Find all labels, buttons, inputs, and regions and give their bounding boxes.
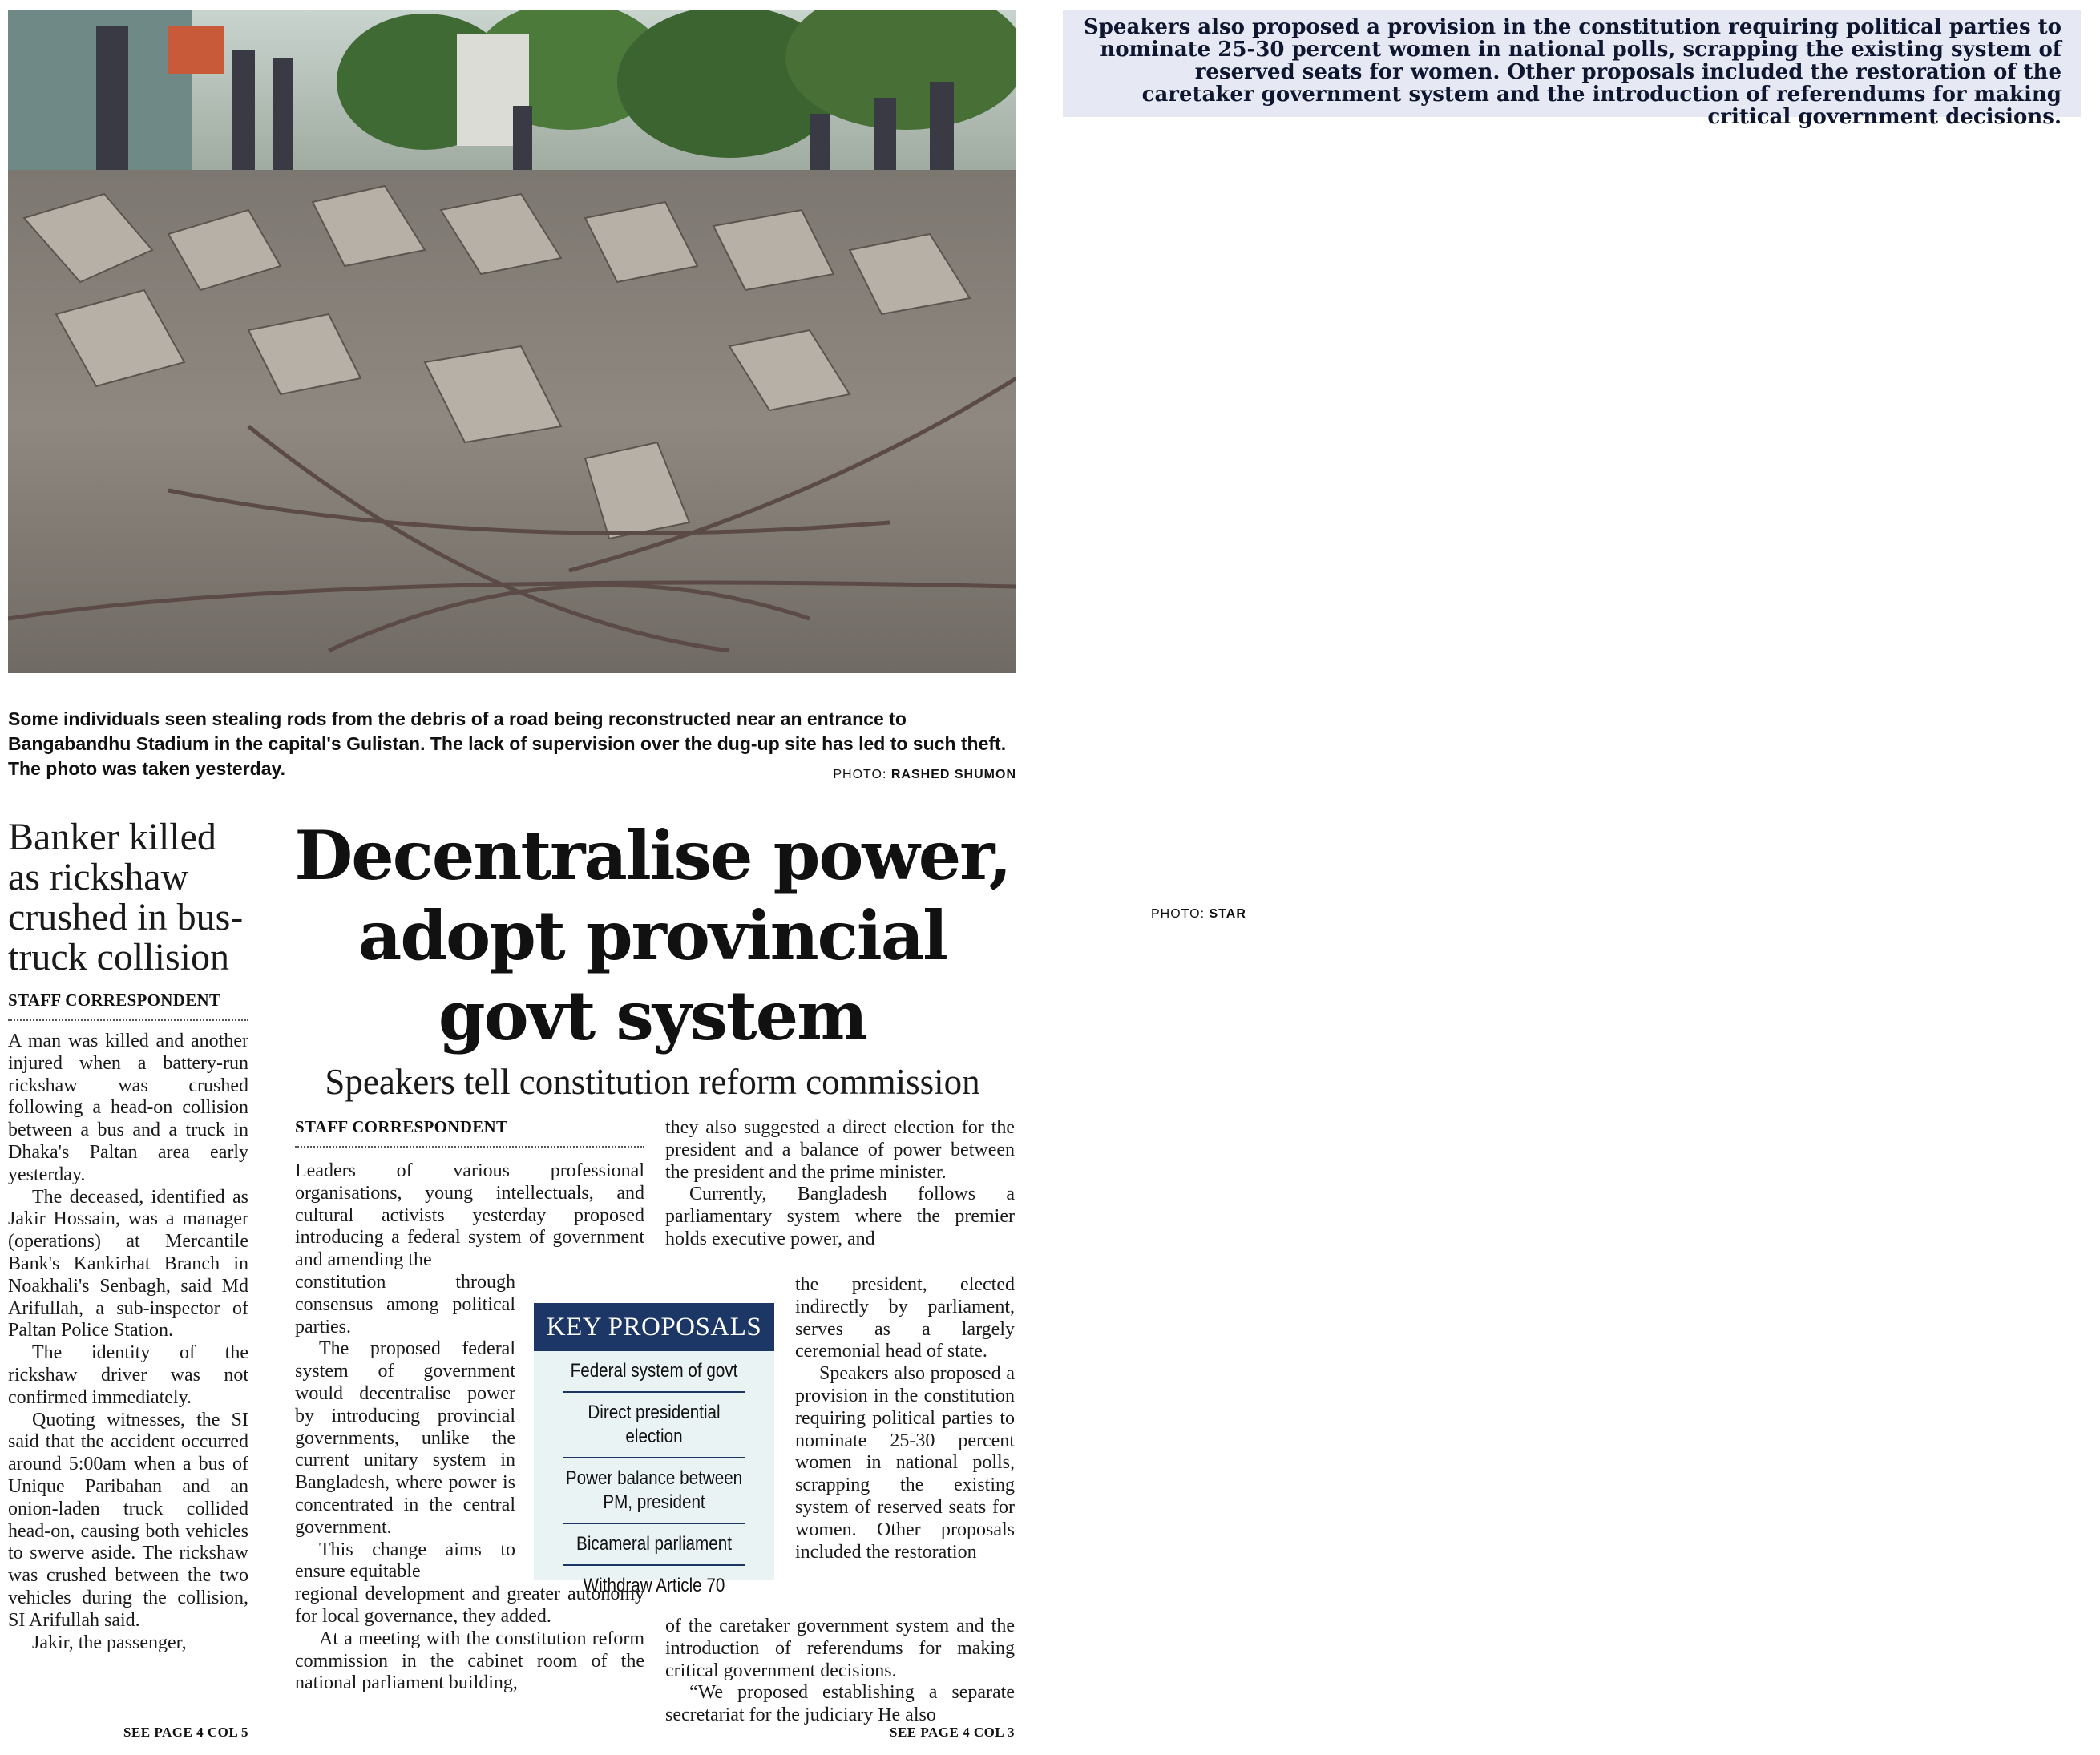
main-story-paragraph: regional development and greater autonomy for local governance, they added. xyxy=(295,1584,644,1627)
left-story-jump-link[interactable]: SEE PAGE 4 COL 5 xyxy=(123,1725,248,1740)
left-story-paragraph: A man was killed and another injured when a battery-run rickshaw was crushed following a head-on collision between a bus and a truck in Dhaka's Paltan area early yesterday. xyxy=(8,1031,248,1185)
main-story-paragraph: the president, elected indirectly by parliament, serves as a largely ceremonial head of state. xyxy=(795,1274,1015,1362)
road-debris-illustration xyxy=(8,10,1016,673)
left-story-paragraph: Jakir, the passenger, xyxy=(32,1632,187,1653)
key-proposal-item: Federal system of govt xyxy=(563,1351,745,1393)
main-byline-divider xyxy=(295,1146,644,1148)
main-story-paragraph: Leaders of various professional organisations, young intellectuals, and cultural activists yesterday proposed introducing a federal system of government and amending the xyxy=(295,1160,644,1271)
left-story-paragraph: Quoting witnesses, the SI said that the accident occurred around 5:00am when a bus of Unique Paribahan and an onion-laden truck collided head-on, causing both vehicles to swerve aside. The rickshaw was crushed between the two vehicles during the collision, SI Arifullah said. xyxy=(8,1409,248,1631)
main-story-deck: Speakers tell constitution reform commission xyxy=(325,1062,980,1102)
main-story-paragraph: The proposed federal system of government would decentralise power by introducing provincial governments, unlike the current unitary system in Bangladesh, where power is concentrated in the central government. xyxy=(295,1338,515,1538)
left-story-body xyxy=(8,1031,248,1721)
main-story-byline: STAFF CORRESPONDENT xyxy=(295,1117,508,1136)
main-story-paragraph: This change aims to ensure equitable xyxy=(295,1539,515,1583)
main-story-paragraph: constitution through consensus among political parties. xyxy=(295,1271,515,1337)
main-story-paragraph: Currently, Bangladesh follows a parliamentary system where the premier holds executive power, and xyxy=(665,1184,1015,1249)
main-story-paragraph: At a meeting with the constitution reform commission in the cabinet room of the national parliament building, xyxy=(295,1628,644,1694)
left-byline-divider xyxy=(8,1019,248,1021)
main-story-column-2-middle xyxy=(795,1274,1015,1627)
main-story-paragraph: Speakers also proposed a provision in the constitution requiring political parties to nominate 25-30 percent women in national polls, scrapping the existing system of reserved seats for women. Other proposals included the restoration xyxy=(795,1363,1015,1563)
key-proposals-title: KEY PROPOSALS xyxy=(534,1303,774,1351)
key-proposal-item: Bicameral parliament xyxy=(563,1524,745,1566)
key-proposals-box xyxy=(534,1303,774,1596)
main-story-column-2-bottom xyxy=(665,1616,1015,1737)
main-story-column-2-top xyxy=(665,1117,1015,1269)
star-credit-label: PHOTO: xyxy=(1151,907,1205,921)
main-story-paragraph: of the caretaker government system and the introduction of referendums for making critical government decisions. xyxy=(665,1616,1015,1681)
pull-quote-text: Speakers also proposed a provision in the constitution requiring political parties to nominate 25-30 percent women in national polls, scrapping the existing system of reserved seats for women. Other proposals included the restoration of the caretaker government system and the introduction of referendums for making critical government decisions. xyxy=(1083,15,2062,129)
key-proposal-item: Power balance between PM, president xyxy=(563,1458,745,1524)
star-photo-credit xyxy=(1151,907,1246,922)
photo-credit-label: PHOTO: xyxy=(833,768,887,781)
main-story-paragraph: “We proposed establishing a separate secretariat for the judiciary He also xyxy=(665,1682,1015,1726)
main-story-headline: Decentralise power, adopt provincial govt system xyxy=(294,816,1011,1055)
photo-credit-name: RASHED SHUMON xyxy=(890,768,1016,781)
left-story-headline: Banker killed as rickshaw crushed in bus-truck collision xyxy=(8,816,244,978)
left-story-paragraph: The identity of the rickshaw driver was not confirmed immediately. xyxy=(8,1342,248,1408)
pull-quote-box xyxy=(1063,10,2081,129)
key-proposal-item: Withdraw Article 70 xyxy=(583,1575,725,1596)
photo-credit xyxy=(816,768,1016,782)
left-story-byline: STAFF CORRESPONDENT xyxy=(8,990,221,1010)
main-story-jump-link[interactable]: SEE PAGE 4 COL 3 xyxy=(890,1725,1015,1740)
main-story-paragraph: they also suggested a direct election for the president and a balance of power between the president and the prime minister. xyxy=(665,1117,1015,1183)
key-proposals-list xyxy=(548,1351,760,1606)
star-credit-name: STAR xyxy=(1209,907,1246,921)
key-proposal-item: Direct presidential election xyxy=(563,1393,745,1458)
photo-caption-text: Some individuals seen stealing rods from the debris of a road being reconstructed near an entrance to Bangabandhu Stadium in the capital's Gulistan. The lack of supervision over the dug-up site has led to such theft. The photo was taken yesterday. xyxy=(8,708,1007,779)
left-story-paragraph: The deceased, identified as Jakir Hossain, was a manager (operations) at Mercantile Bank's Kankirhat Branch in Noakhali's Senbagh, said Md Arifullah, a sub-inspector of Paltan Police Station. xyxy=(8,1186,248,1341)
news-photo xyxy=(8,10,1016,673)
